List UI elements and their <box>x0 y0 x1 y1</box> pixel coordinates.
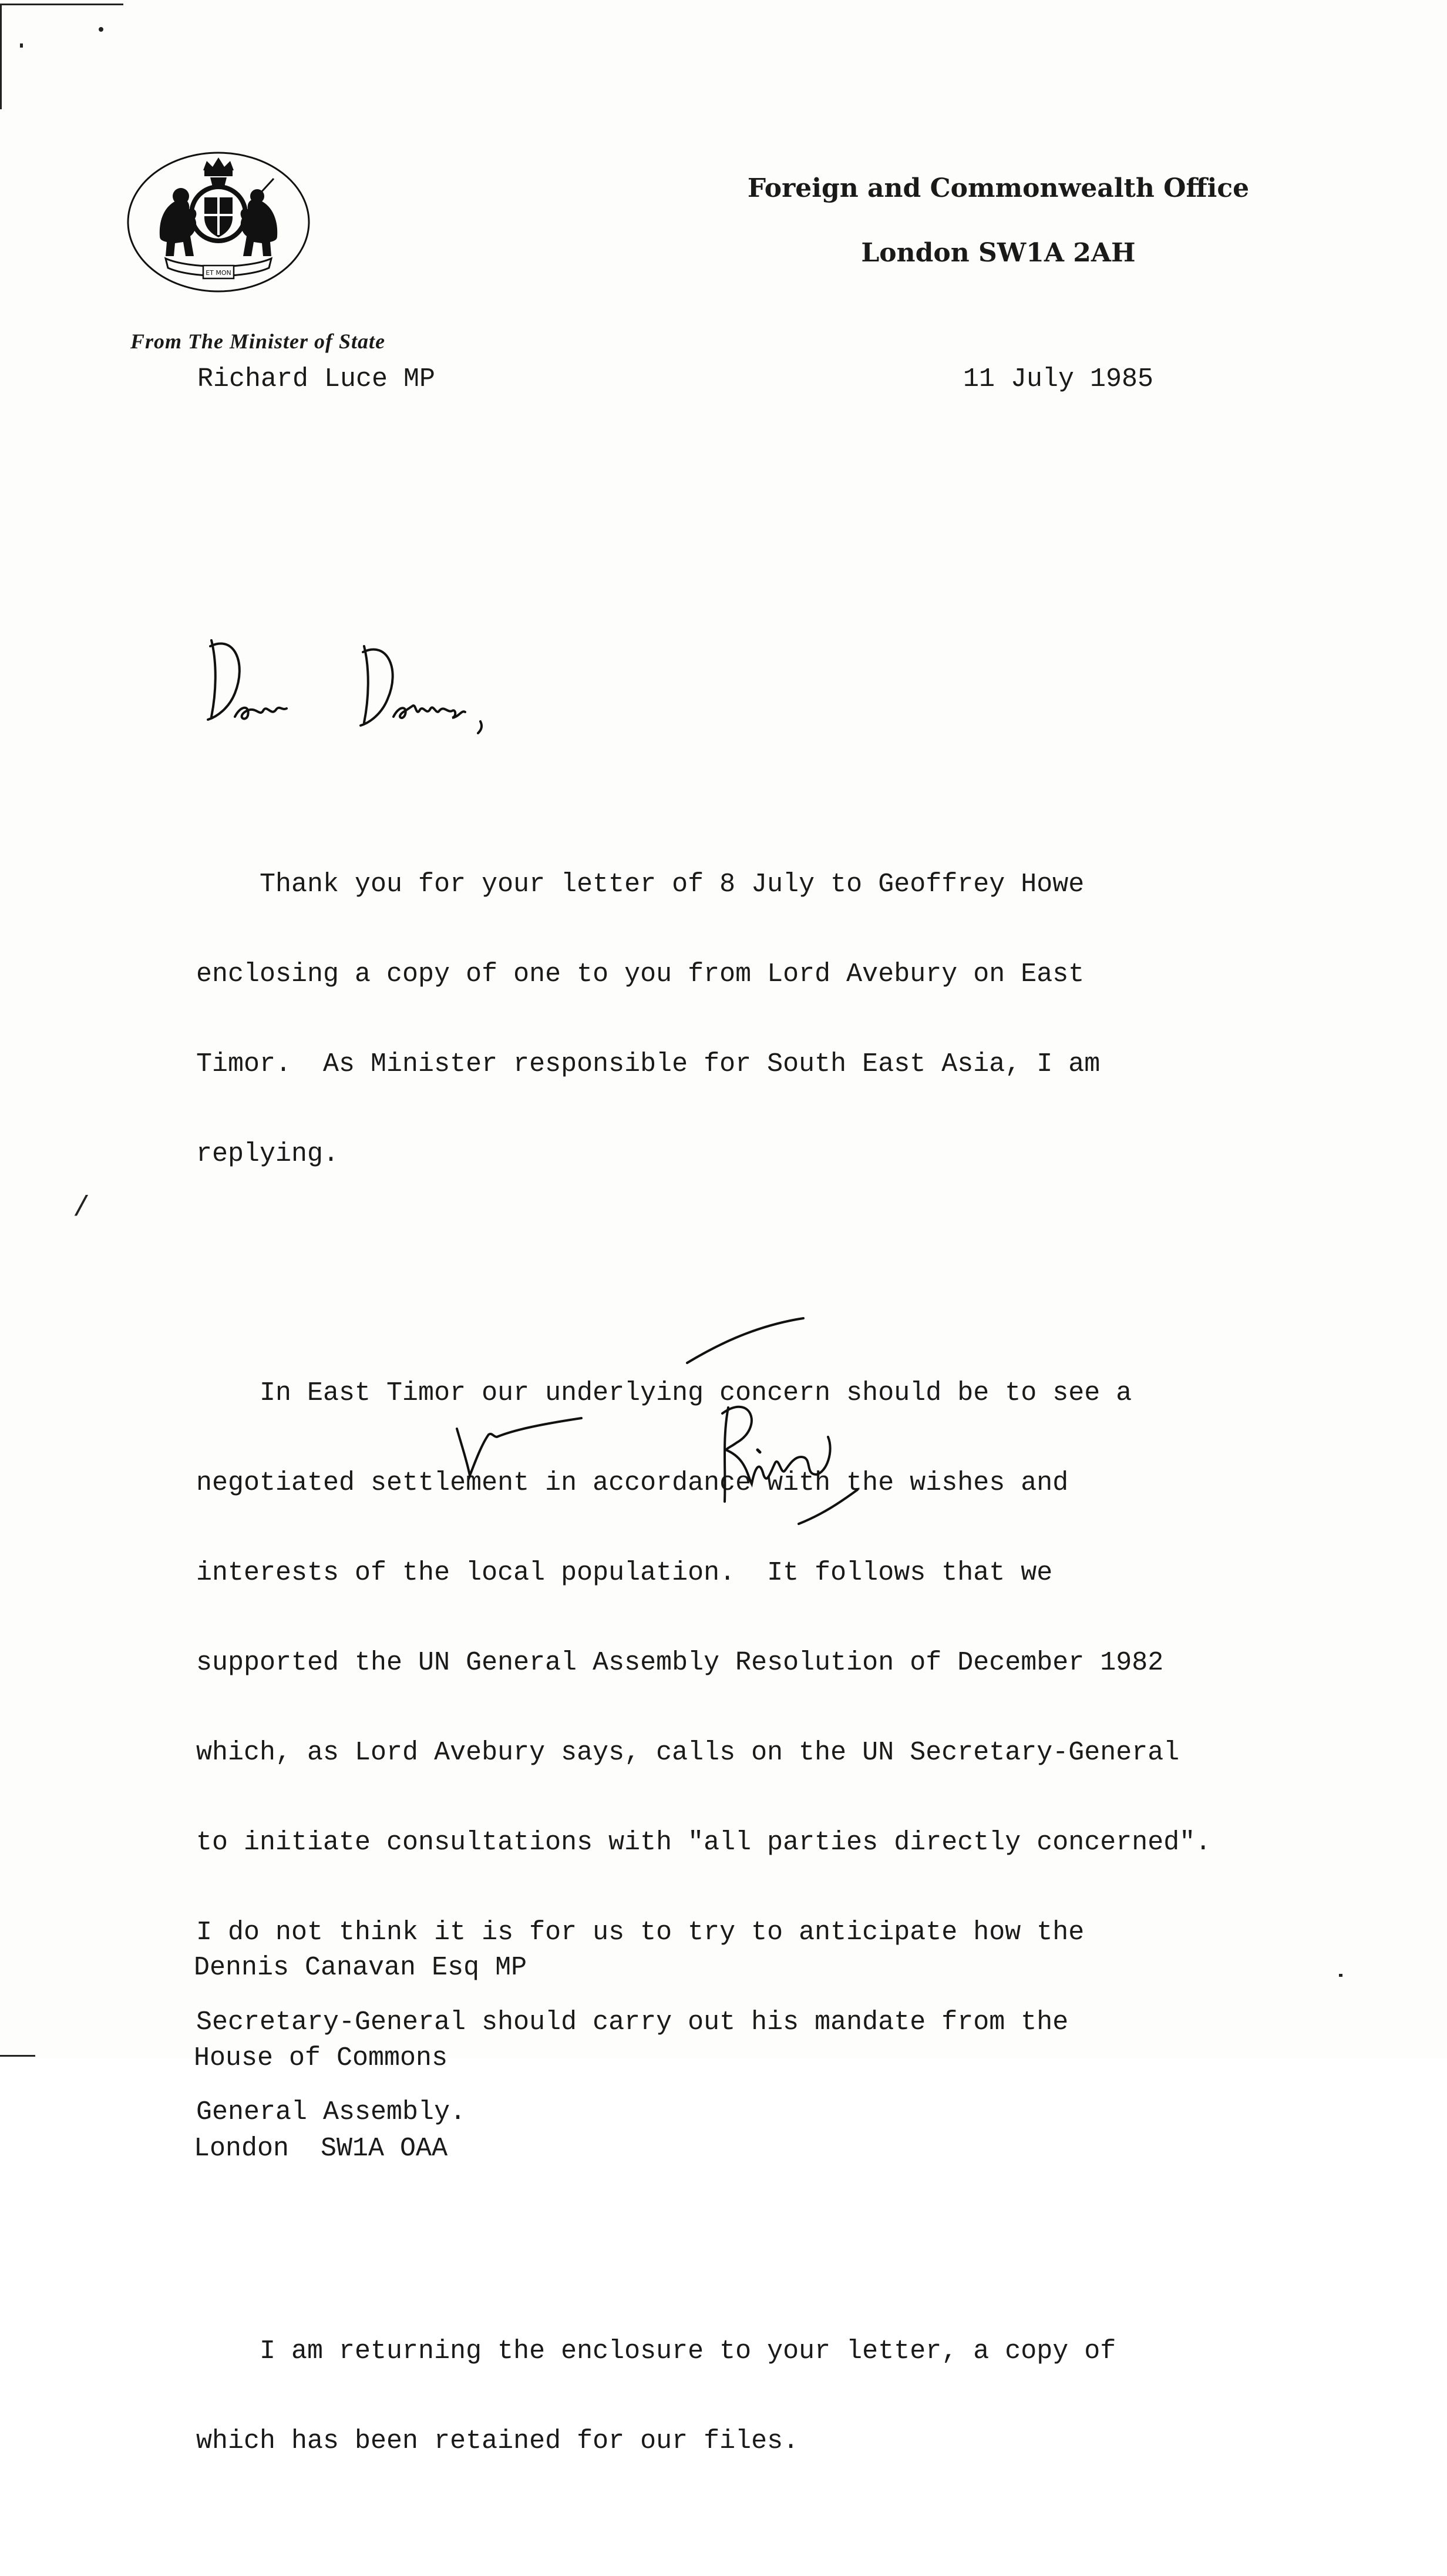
text-line: General Assembly. <box>196 2097 466 2127</box>
text-line: In East Timor our underlying concern should be to see a <box>196 1378 1132 1408</box>
recipient-address <box>194 1893 527 2224</box>
handwritten-salutation <box>194 629 558 746</box>
recipient-line: London SW1A OAA <box>194 2134 448 2164</box>
left-edge-line <box>0 4 2 109</box>
handwritten-signature <box>446 1298 928 1569</box>
office-address: London SW1A 2AH <box>861 238 1136 268</box>
margin-mark: / <box>73 1193 90 1224</box>
text-line: negotiated settlement in accordance with the wishes and <box>196 1468 1069 1498</box>
minister-name: Richard Luce MP <box>197 364 436 394</box>
letter-body <box>196 750 1359 2576</box>
royal-coat-of-arms-icon <box>124 148 312 296</box>
text-line: which, as Lord Avebury says, calls on the UN Secretary-General <box>196 1738 1180 1768</box>
recipient-line: House of Commons <box>194 2043 448 2073</box>
text-line: Timor. As Minister responsible for South East Asia, I am <box>196 1049 1101 1079</box>
speck <box>99 27 103 32</box>
crest-ribbon-text: ET MON <box>206 269 231 277</box>
office-name: Foreign and Commonwealth Office <box>747 173 1250 203</box>
text-line: to initiate consultations with "all parties directly concerned". <box>196 1828 1212 1858</box>
letter-date: 11 July 1985 <box>963 364 1154 394</box>
text-line: Secretary-General should carry out his mandate from the <box>196 2007 1069 2037</box>
text-line: interests of the local population. It follows that we <box>196 1558 1053 1588</box>
speck <box>20 43 23 48</box>
text-line: Thank you for your letter of 8 July to Geoffrey Howe <box>196 869 1085 899</box>
text-line: supported the UN General Assembly Resolution of December 1982 <box>196 1648 1164 1678</box>
text-line: enclosing a copy of one to you from Lord Avebury on East <box>196 959 1085 989</box>
paragraph <box>196 2276 1359 2516</box>
text-line: I am returning the enclosure to your letter, a copy of <box>196 2336 1116 2366</box>
text-line: replying. <box>196 1139 339 1169</box>
paragraph <box>196 810 1359 1229</box>
recipient-name: Dennis Canavan Esq MP <box>194 1953 527 1983</box>
from-label: From The Minister of State <box>130 330 386 353</box>
text-line: which has been retained for our files. <box>196 2426 799 2456</box>
bottom-edge-line <box>0 2055 35 2057</box>
top-edge-line <box>0 4 123 5</box>
text-line: I do not think it is for us to try to anticipate how the <box>196 1917 1085 1947</box>
office-heading <box>728 169 1268 273</box>
